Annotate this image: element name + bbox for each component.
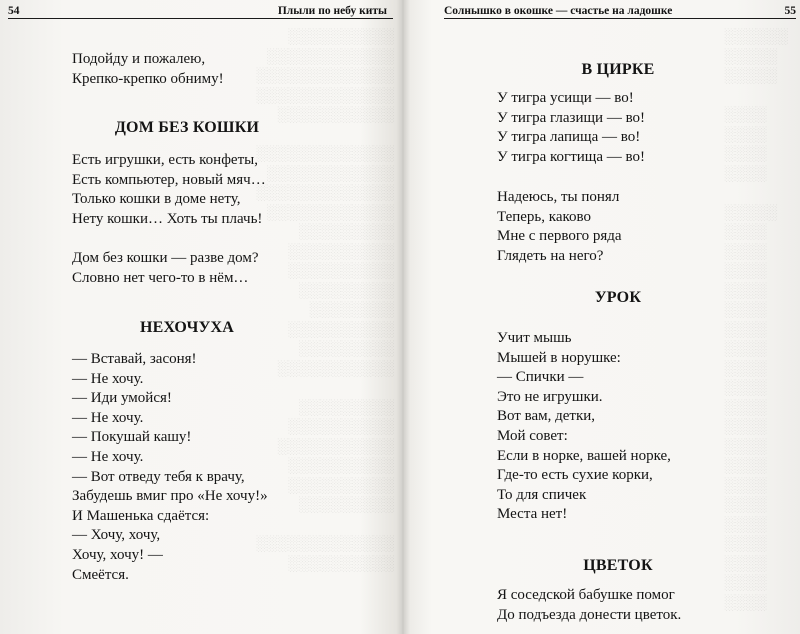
poem-line: У тигра глазищи — во! [497,109,646,126]
poem-line: — Покушай кашу! [72,429,192,446]
poem-line: Вот вам, детки, [497,408,596,425]
poem-line: Это не игрушки. [497,388,603,405]
poem-stanza [72,249,259,288]
poem-title: В ЦИРКЕ [581,61,655,78]
poem-line: У тигра когтища — во! [497,148,645,165]
left-page-header [8,3,393,19]
poem-line: Есть компьютер, новый мяч… [72,171,266,188]
poem-stanza [497,188,622,266]
page-number: 54 [8,5,20,17]
poem-line: Мой совет: [497,427,568,444]
poem-line: Забудешь вмиг про «Не хочу!» [72,488,268,505]
poem-line: То для спичек [497,486,587,503]
poem-line: — Спички — [497,369,584,386]
page-number: 55 [784,5,796,17]
poem-line: И Машенька сдаётся: [72,507,210,524]
right-page [410,0,800,634]
left-page [0,0,396,634]
header-rule [8,18,393,19]
running-title: Солнышко в окошке — счастье на ладошке [444,5,673,17]
poem-line: Словно нет чего-то в нём… [72,269,249,286]
poem-line: Подойду и пожалею, [72,51,206,67]
poem-line: До подъезда донести цветок. [497,606,682,623]
poem-line: — Хочу, хочу, [72,527,161,544]
book-gutter [396,0,410,634]
poem-line: Дом без кошки — разве дом? [72,250,259,266]
poem-title: ДОМ БЕЗ КОШКИ [114,119,260,136]
poem-stanza [72,350,268,585]
poem-line: Если в норке, вашей норке, [497,447,671,464]
show-through-left: ░░░░░░░░░░ ░░░░░░░░░░░░ ░░░░░░░░░░░░░ ░░░░░░░░░░░░░ ░░░░░░░░░░░ ░░░░░░░░░░░░░ ░░░░░░░░░░░░ ░░░░░░░░░░░░░ ░░░░░░░░░░░░ ░░░░░░░░░ ░░░░░░░░░░ ░░░░░░░░░░ ░░░░░░░░░ ░░░░░░░░ ░░░░░░░░░░ ░░░░░░░░░ ░░░░░░░░░░░ ░░░░░░░░░ ░░░░░░░░░░ ░░░░░░░░░░░ ░░░░░░░░░░ ░░░░░░░░░░ ░░░░░░░░░ ░░░░░░░░░░░░░ ░░░░░░░░░░ [255,29,394,572]
poem-line: Где-то есть сухие корки, [497,467,653,484]
poem-line: Теперь, каково [497,208,591,225]
poem-stanza [72,151,266,229]
poem-line: Я соседской бабушке помог [497,587,675,603]
poem-line: — Вставай, засоня! [72,351,197,367]
poem-line: Есть игрушки, есть конфеты, [72,152,258,168]
poem-line: Надеюсь, ты понял [497,189,620,205]
poem-line: У тигра усищи — во! [497,90,634,106]
poem-stanza [497,586,681,625]
poem-line: Мне с первого ряда [497,228,622,245]
poem-line: Нету кошки… Хоть ты плачь! [72,210,263,227]
poem-title: ЦВЕТОК [583,557,653,574]
poem-title: УРОК [594,289,642,306]
poem-line: — Вот отведу тебя к врачу, [72,468,245,485]
poem-line: У тигра лапища — во! [497,129,641,146]
poem-line: Крепко-крепко обниму! [72,70,224,87]
poem-line: — Не хочу. [72,370,144,387]
poem-line: Только кошки в доме нету, [72,191,241,208]
header-rule [444,18,796,19]
poem-line: Глядеть на него? [497,247,604,264]
poem-line: Места нет! [497,506,568,523]
show-through-right: ░░░░░░ ░░░░░ ░░░░░ ░░░░ ░░░░ ░░░░ ░░░░ ░░░░░ ░░░░ ░░░░ ░░░░ ░░░░ ░░░░ ░░░░ ░░░░ ░░░░ ░░░░ ░░░░ ░░░░ ░░░░ ░░░░ ░░░░ ░░░░ ░░░░ ░░░░ ░░░░ ░░░░ ░░░░ [724,29,788,611]
poem-line: Смеётся. [72,566,129,583]
poem-line: Учит мышь [497,330,572,346]
poem-line: — Иди умойся! [72,390,172,407]
poem-line: — Не хочу. [72,448,144,465]
poem-stanza [497,329,671,525]
opening-stanza [72,50,224,89]
running-title: Плыли по небу киты [277,5,387,17]
right-page-header [444,3,796,19]
poem-title: НЕХОЧУХА [139,319,235,336]
poem-line: Мышей в норушке: [497,349,621,366]
poem-line: Хочу, хочу! — [72,546,163,563]
poem-line: — Не хочу. [72,409,144,426]
poem-stanza [497,89,645,167]
